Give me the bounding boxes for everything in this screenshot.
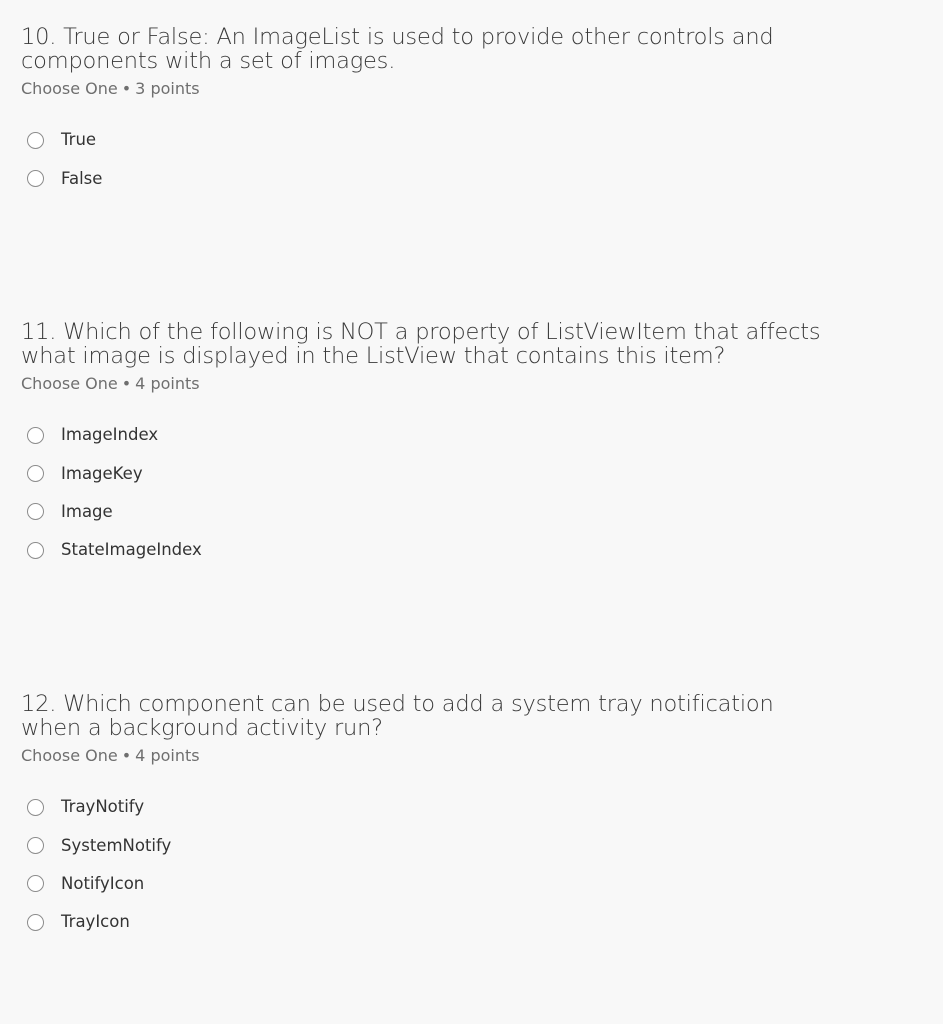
answer-options [21,788,821,942]
radio-button[interactable] [27,542,44,559]
radio-button[interactable] [27,503,44,520]
option-label: NotifyIcon [61,873,145,893]
option-label: False [61,168,103,188]
question-points: 3 points [135,79,200,98]
radio-button[interactable] [27,875,44,892]
meta-separator: • [121,79,132,98]
radio-button[interactable] [27,799,44,816]
option-notifyicon[interactable] [21,865,821,903]
question-points: 4 points [135,374,200,393]
meta-separator: • [121,746,132,765]
radio-button[interactable] [27,914,44,931]
question-meta [21,374,821,394]
option-false[interactable] [21,159,821,197]
option-traynotify[interactable] [21,788,821,826]
option-stateimageindex[interactable] [21,531,821,569]
question-10 [21,25,821,198]
question-meta [21,746,821,766]
option-systemnotify[interactable] [21,826,821,864]
radio-button[interactable] [27,837,44,854]
radio-button[interactable] [27,132,44,149]
option-trayicon[interactable] [21,903,821,941]
option-label: Image [61,501,113,521]
option-label: ImageKey [61,463,143,483]
meta-separator: • [121,374,132,393]
question-11 [21,320,821,570]
question-title: 12. Which component can be used to add a system tray notification when a background activity run? [21,691,774,741]
question-type: Choose One [21,746,118,765]
option-label: ImageIndex [61,425,159,445]
question-type: Choose One [21,79,118,98]
option-label: TrayIcon [61,912,130,932]
answer-options [21,416,821,570]
option-imageindex[interactable] [21,416,821,454]
answer-options [21,121,821,198]
question-12 [21,692,821,942]
option-imagekey[interactable] [21,454,821,492]
option-image[interactable] [21,493,821,531]
option-label: StateImageIndex [61,540,202,560]
option-label: SystemNotify [61,835,172,855]
radio-button[interactable] [27,465,44,482]
radio-button[interactable] [27,170,44,187]
question-title: 10. True or False: An ImageList is used to provide other controls and components with a set of images. [21,24,774,74]
option-label: True [61,130,97,150]
option-true[interactable] [21,121,821,159]
question-meta [21,79,821,99]
radio-button[interactable] [27,427,44,444]
question-title: 11. Which of the following is NOT a property of ListViewItem that affects what image is displayed in the ListView that contains this item? [21,319,821,369]
question-points: 4 points [135,746,200,765]
question-type: Choose One [21,374,118,393]
option-label: TrayNotify [61,797,145,817]
